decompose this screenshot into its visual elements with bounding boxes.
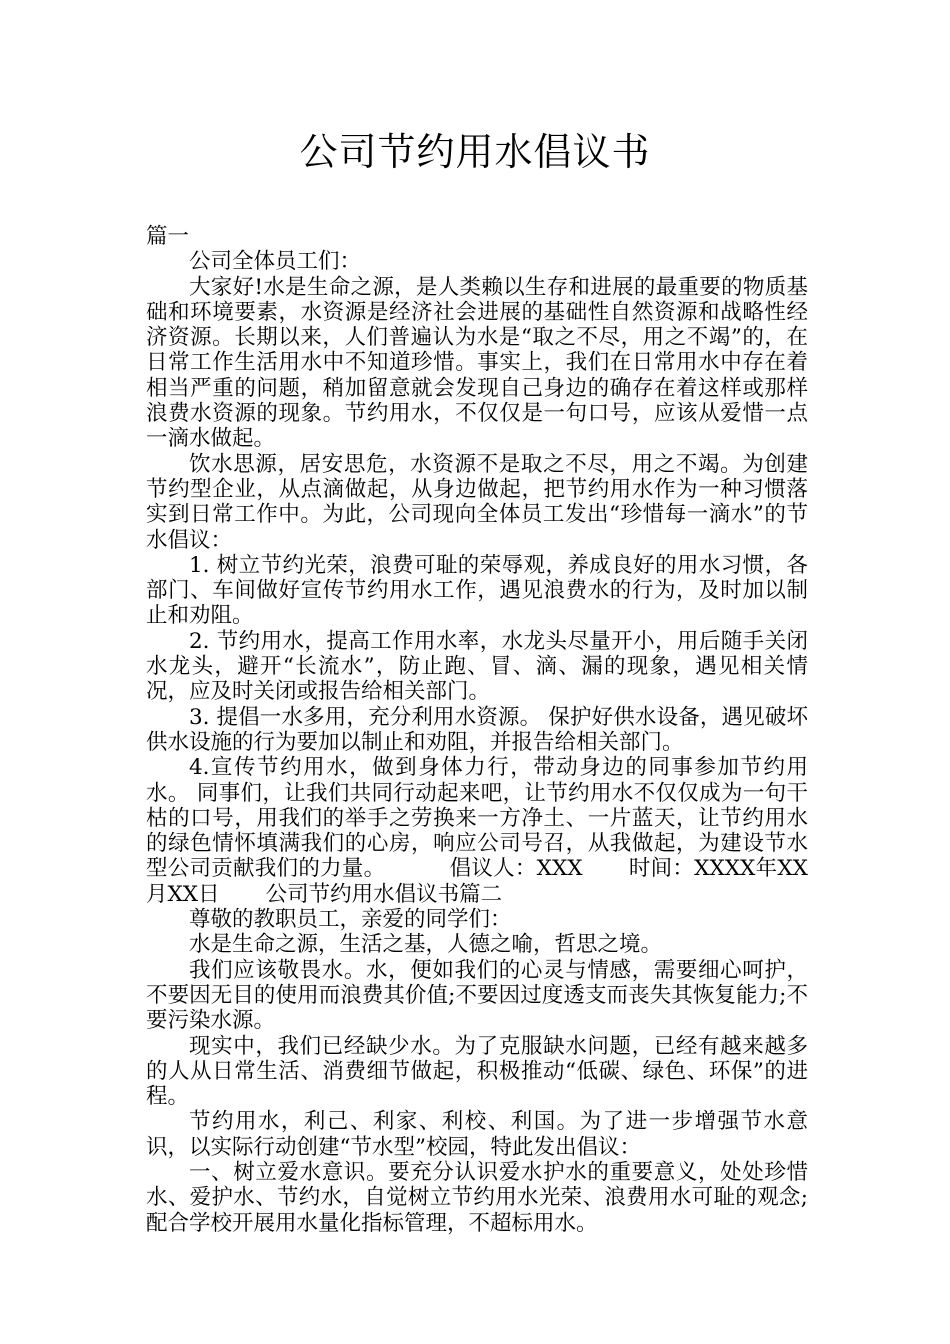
proposal-item-4-text: 4.宣传节约用水，做到身体力行，带动身边的同事参加节约用水。 同事们，让我们共同行动起来吧，让节约用水不仅仅成为一句干枯的口号，用我们的举手之劳换来一方净土、一片蓝天，让节约用水的绿色情怀填满我们的心房，响应公司号召，从我做起，为建设节水型公司贡献我们的力量。 xyxy=(146,755,808,882)
proposer-signature: 倡议人：XXX xyxy=(449,856,583,882)
section-2-heading: 公司节约用水倡议书篇二 xyxy=(265,881,503,907)
paragraph-respect-water: 我们应该敬畏水。水，便如我们的心灵与情感，需要细心呵护，不要因无目的使用而浪费其价值;不要因过度透支而丧失其恢复能力;不要污染水源。 xyxy=(146,957,808,1034)
paragraph-water-source: 水是生命之源，生活之基，人德之喻，哲思之境。 xyxy=(189,932,663,958)
proposal-item-4 xyxy=(146,755,808,907)
salutation-staff: 公司全体员工们： xyxy=(189,249,362,275)
salutation-school: 尊敬的教职员工，亲爱的同学们： xyxy=(189,907,512,933)
proposal-item-2: 2. 节约用水，提高工作用水率，水龙头尽量开小，用后随手关闭水龙头，避开“长流水”，防止跑、冒、滴、漏的现象，遇见相关情况，应及时关闭或报告给相关部门。 xyxy=(146,628,808,705)
paragraph-save-water: 节约用水，利己、利家、利校、利国。为了进一步增强节水意识，以实际行动创建“节水型”校园，特此发出倡议： xyxy=(146,1109,808,1160)
proposal-item-3: 3. 提倡一水多用，充分利用水资源。 保护好供水设备，遇见破坏供水设施的行为要加以制止和劝阻，并报告给相关部门。 xyxy=(146,704,808,755)
proposal-date: 时间：XXXX年XX月XX日 xyxy=(146,856,808,907)
paragraph-proposal: 饮水思源，居安思危，水资源不是取之不尽，用之不竭。为创建节约型企业，从点滴做起，从身边做起，把节约用水作为一种习惯落实到日常工作中。为此，公司现向全体员工发出“珍惜每一滴水”的节水倡议： xyxy=(146,451,808,553)
paragraph-intro: 大家好!水是生命之源，是人类赖以生存和进展的最重要的物质基础和环境要素，水资源是经济社会进展的基础性自然资源和战略性经济资源。长期以来，人们普遍认为水是“取之不尽，用之不竭”的，在日常工作生活用水中不知道珍惜。事实上，我们在日常用水中存在着相当严重的问题，稍加留意就会发现自己身边的确存在着这样或那样浪费水资源的现象。节约用水，不仅仅是一句口号，应该从爱惜一点一滴水做起。 xyxy=(146,274,808,452)
paragraph-water-shortage: 现实中，我们已经缺少水。为了克服缺水问题，已经有越来越多的人从日常生活、消费细节做起，积极推动“低碳、绿色、环保”的进程。 xyxy=(146,1033,808,1110)
document-body xyxy=(146,224,808,1236)
proposal-item-1: 1. 树立节约光荣，浪费可耻的荣辱观，养成良好的用水习惯，各部门、车间做好宣传节约用水工作，遇见浪费水的行为，及时加以制止和劝阻。 xyxy=(146,552,808,629)
paragraph-awareness: 一、树立爱水意识。要充分认识爱水护水的重要意义，处处珍惜水、爱护水、节约水，自觉树立节约用水光荣、浪费用水可耻的观念;配合学校开展用水量化指标管理，不超标用水。 xyxy=(146,1159,808,1236)
document-title: 公司节约用水倡议书 xyxy=(299,130,651,174)
section-label: 篇一 xyxy=(146,224,190,249)
